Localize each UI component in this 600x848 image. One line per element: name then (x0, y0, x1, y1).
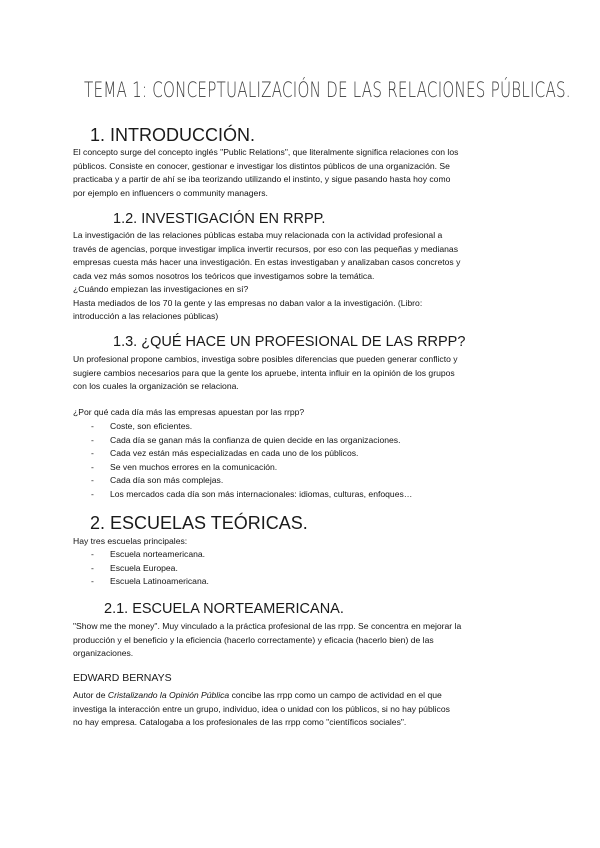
paragraph-bernays (73, 689, 533, 730)
list-item: - Escuela Europea. (73, 562, 209, 576)
list-item: - Cada vez están más especializadas en cada uno de los públicos. (73, 447, 412, 461)
bullet-dash: - (91, 448, 94, 459)
text-line: por ejemplo en influencers o community managers. (73, 187, 268, 198)
list-item: - Cada día se ganan más la confianza de quien decide en las organizaciones. (73, 434, 412, 448)
bullet-dash: - (91, 488, 94, 499)
list-item: - Coste, son eficientes. (73, 420, 412, 434)
book-title: Cristalizando la Opinión Pública (107, 690, 230, 700)
paragraph-norteamericana (73, 620, 533, 661)
bullet-dash: - (91, 434, 94, 445)
heading-introduccion: 1. INTRODUCCIÓN. (90, 125, 256, 145)
list-item: - Escuela norteamericana. (73, 548, 209, 562)
paragraph-profesional (73, 353, 533, 394)
list-item: - Cada día son más complejas. (73, 474, 412, 488)
bullet-dash: - (91, 576, 94, 587)
text-line: introducción a las relaciones públicas) (73, 311, 219, 321)
text-line: investiga la interacción entre un grupo, individuo, idea o unidad con los públicos, si no hay públicos (73, 703, 450, 714)
paragraph-investigacion (73, 229, 533, 324)
list-escuelas (73, 548, 209, 589)
text-line: Hay tres escuelas principales: (73, 536, 188, 546)
text-line: empresas cuesta más hacer una investigación. En estas investigaban y analizaban casos concretos y (73, 257, 461, 267)
paragraph-escuelas (73, 535, 533, 549)
document-title: TEMA 1: CONCEPTUALIZACIÓN DE LAS RELACIONES PÚBLICAS. (83, 78, 571, 102)
heading-investigacion: 1.2. INVESTIGACIÓN EN RRPP. (113, 211, 326, 227)
text-line: con los cuales la organización se relaciona. (73, 381, 239, 391)
text-line: públicos. Consiste en conocer, gestionar e investigar los distintos públicos de una organización. Se (73, 160, 450, 171)
text-line: sugiere cambios necesarios para que la gente los apruebe, intenta influir en la opinión de los grupos (73, 367, 455, 378)
bullet-dash: - (91, 475, 94, 486)
text-line: producción y el beneficio y la eficiencia (hacerlo correctamente) y eficacia (hacerlo bien) de las (73, 634, 434, 645)
text-line: practicaba y a partir de ahí se iba teorizando utilizando el instinto, y sigue pasando hasta hoy como (73, 174, 451, 184)
heading-norteamericana: 2.1. ESCUELA NORTEAMERICANA. (104, 601, 344, 617)
heading-profesional: 1.3. ¿QUÉ HACE UN PROFESIONAL DE LAS RRPP? (113, 334, 466, 350)
list-item: - Los mercados cada día son más internacionales: idiomas, culturas, enfoques… (73, 488, 412, 502)
text-line: organizaciones. (73, 648, 134, 658)
text-line: ¿Cuándo empiezan las investigaciones en sí? (73, 284, 249, 294)
bullet-dash: - (91, 549, 94, 559)
bullet-dash: - (91, 461, 94, 472)
list-reasons (73, 420, 412, 502)
text-line: Autor de Cristalizando la Opinión Pública concibe las rrpp como un campo de actividad en el que (73, 690, 442, 700)
text-line: Un profesional propone cambios, investiga sobre posibles diferencias que pueden generar conflicto y (73, 354, 458, 364)
heading-escuelas: 2. ESCUELAS TEÓRICAS. (90, 513, 308, 533)
text-line: El concepto surge del concepto inglés "Public Relations", que literalmente significa relaciones con los (73, 147, 459, 157)
list-item: - Escuela Latinoamericana. (73, 575, 209, 589)
question-rrpp (73, 406, 533, 420)
bullet-dash: - (91, 421, 94, 431)
paragraph-introduccion (73, 146, 533, 200)
bullet-dash: - (91, 562, 94, 573)
text-line: ¿Por qué cada día más las empresas apuestan por las rrpp? (73, 407, 305, 417)
text-line: cada vez más somos nosotros los teóricos que investigamos sobre la temática. (73, 270, 375, 281)
text-line: no hay empresa. Catalogaba a los profesionales de las rrpp como "científicos sociales". (73, 717, 407, 727)
heading-bernays: EDWARD BERNAYS (73, 672, 172, 684)
text-line: La investigación de las relaciones públicas estaba muy relacionada con la actividad profesional a (73, 230, 443, 240)
text-line: Hasta mediados de los 70 la gente y las empresas no daban valor a la investigación. (Libro: (73, 297, 423, 308)
list-item: - Se ven muchos errores en la comunicación. (73, 461, 412, 475)
text-line: "Show me the money". Muy vinculado a la práctica profesional de las rrpp. Se concentra en mejorar la (73, 621, 462, 631)
text-line: través de agencias, porque investigar implica invertir recursos, por eso con las pequeñas y medianas (73, 243, 459, 254)
